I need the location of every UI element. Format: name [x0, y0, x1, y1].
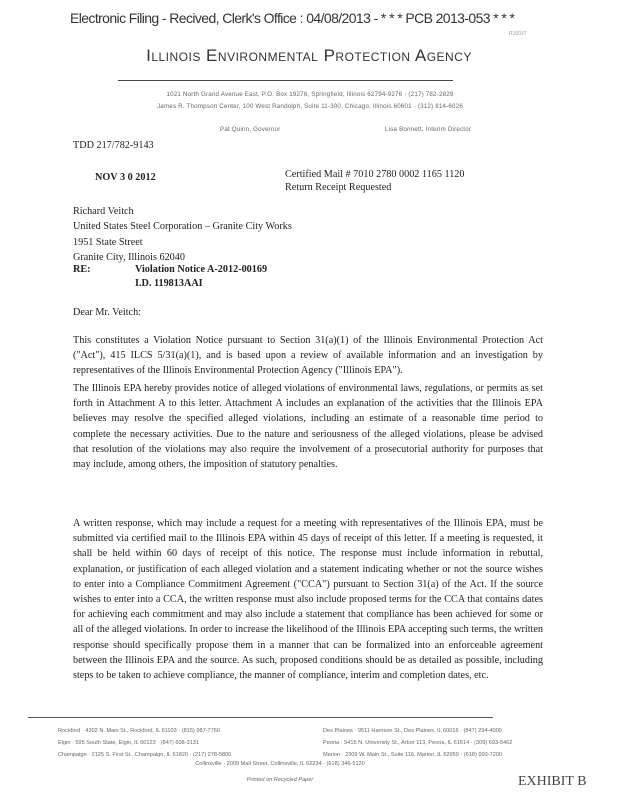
- recycled-paper-note: Printed on Recycled Paper: [246, 777, 314, 783]
- electronic-filing-stamp: Electronic Filing - Recived, Clerk's Office : 04/08/2013 - * * * PCB 2013-053 * * *: [70, 10, 515, 26]
- re-label: RE:: [73, 264, 91, 275]
- office-rockford: Rockford · 4302 N. Main St., Rockford, IL 61103 · (815) 987-7760: [58, 728, 220, 734]
- footer-rule: [28, 717, 493, 718]
- recipient-line: Richard Veitch: [73, 206, 134, 217]
- director: Lisa Bonnett, Interim Director: [385, 126, 472, 133]
- facility-id: I.D. 119813AAI: [135, 278, 203, 289]
- address-springfield: 1021 North Grand Avenue East, P.O. Box 19276, Springfield, Illinois 62794-9276 · (217) 782-2829: [166, 91, 454, 98]
- address-chicago: James R. Thompson Center, 100 West Randolph, Suite 11-300, Chicago, Illinois 60601 · (312) 814-6026: [157, 103, 463, 110]
- letterhead-rule: [118, 80, 453, 81]
- stamp-code: R10037: [509, 31, 527, 37]
- letter-date: NOV 3 0 2012: [95, 172, 156, 183]
- exhibit-label: EXHIBIT B: [518, 774, 587, 789]
- footer-right: [323, 725, 512, 761]
- recipient-line: Granite City, Illinois 62040: [73, 251, 185, 263]
- governor: Pat Quinn, Governor: [220, 126, 281, 133]
- paragraph-3: A written response, which may include a request for a meeting with representatives of the Illinois EPA, must be submitted via certified mail to the Illinois EPA within 45 days of receipt of this letter. If a meeting is requested, it shall be held within 60 days of receipt of this notice. The response must include information in rebuttal, explanation, or justification of each alleged violation and a statement indicating whether or not the source wishes to enter into a Compliance Commitment Agreement ("CCA") pursuant to Section 31(a) of the Act. If the source wishes to enter into a CCA, the written response must also include proposed terms for the CCA that contains dates for achieving each commitment and may also include a statement that compliance has been achieved for some or all of the alleged violations. In order to increase the likelihood of the Illinois EPA accepting such terms, the written response should specifically propose them in a manner that can be formalized into an enforceable agreement between the Illinois EPA and the source. As such, proposed conditions should be as detailed as possible, including steps to be taken to achieve compliance, the manner of compliance, interim and completion dates, etc.: [73, 518, 543, 682]
- office-peoria: Peoria · 5415 N. University St., Arbor 113, Peoria, IL 61614 · (309) 693-5462: [323, 740, 513, 746]
- tdd-number: TDD 217/782-9143: [73, 140, 154, 151]
- office-des-plaines: Des Plaines · 9511 Harrison St., Des Plaines, IL 60016 · (847) 294-4000: [323, 728, 502, 734]
- recipient-line: 1951 State Street: [73, 236, 143, 248]
- footer-left: [58, 725, 231, 761]
- recipient-block: [73, 204, 292, 265]
- salutation: Dear Mr. Veitch:: [73, 307, 141, 318]
- recipient-line: United States Steel Corporation – Granite City Works: [73, 221, 292, 233]
- agency-name: Illinois Environmental Protection Agency: [146, 46, 472, 65]
- office-collinsville: Collinsville · 2009 Mall Street, Collinsville, IL 62234 · (618) 346-5120: [195, 761, 365, 767]
- office-marion: Marion · 2309 W. Main St., Suite 116, Marion, IL 62959 · (618) 993-7200: [323, 752, 503, 758]
- return-receipt: Return Receipt Requested: [285, 182, 392, 193]
- certified-mail: Certified Mail # 7010 2780 0002 1165 1120: [285, 169, 465, 180]
- office-champaign: Champaign · 2125 S. First St., Champaign, IL 61820 · (217) 278-5800: [58, 752, 232, 758]
- office-elgin: Elgin · 595 South State, Elgin, IL 60123 · (847) 608-3131: [58, 740, 199, 746]
- paragraph-1: This constitutes a Violation Notice pursuant to Section 31(a)(1) of the Illinois Environmental Protection Act ("Act"), 415 ILCS 5/31(a)(1), and is based upon a review of available information and an investigation by representatives of the Illinois Environmental Protection Agency ("Illinois EPA").: [73, 335, 543, 377]
- paragraph-2: The Illinois EPA hereby provides notice of alleged violations of environmental laws, regulations, or permits as set forth in Attachment A to this letter. Attachment A includes an explanation of the activities that the Illinois EPA believes may resolve the specified alleged violations, including an estimate of a reasonable time period to complete the necessary activities. Due to the nature and seriousness of the alleged violations, please be advised that resolution of the violations may also require the involvement of a prosecutorial authority for purposes that may include, among others, the imposition of statutory penalties.: [73, 383, 543, 471]
- violation-notice: Violation Notice A-2012-00169: [135, 264, 268, 275]
